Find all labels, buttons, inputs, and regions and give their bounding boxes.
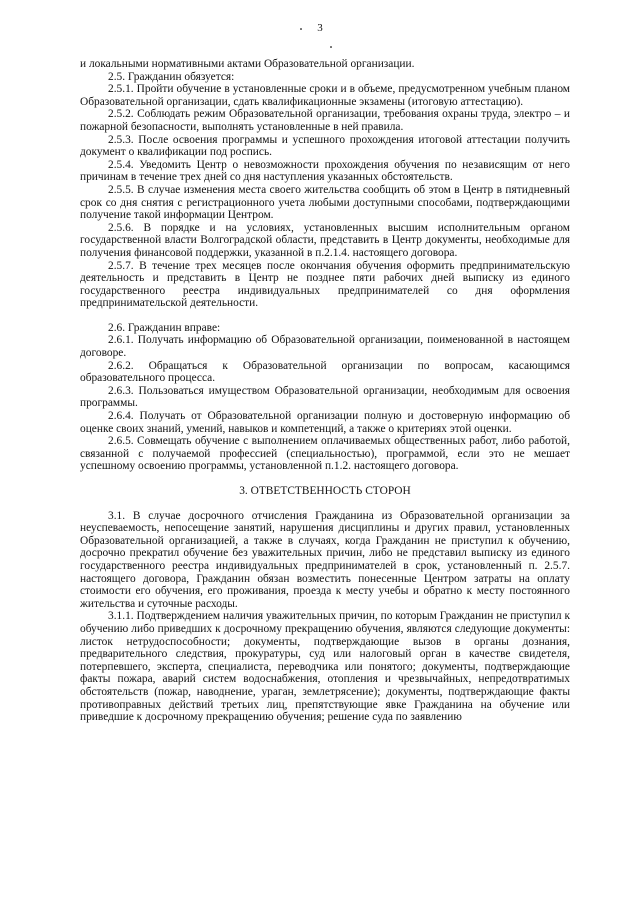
paragraph-p2-5-5: 2.5.5. В случае изменения места своего жительства сообщить об этом в Центр в пятидневный срок со дня снятия с регистрационного учета любыми доступными способами, подтверждающими получение такой информации Центром.	[80, 183, 570, 222]
document-body	[80, 58, 570, 724]
paragraph-p2-5-1: 2.5.1. Пройти обучение в установленные сроки и в объеме, предусмотренном учебным планом Образовательной организации, сдать квалификационные экзамены (итоговую аттестацию).	[80, 83, 570, 108]
paragraph-s2-5: 2.5. Гражданин обязуется:	[108, 70, 235, 83]
paragraph-p2-5-6: 2.5.6. В порядке и на условиях, установленных высшим исполнительным органом государственной власти Волгоградской области, представить в Центр документы, необходимые для получения финансовой поддержки, указанной в п.2.1.4. настоящего договора.	[80, 221, 570, 259]
section-gap	[80, 473, 570, 485]
paragraph-p3-1-1: 3.1.1. Подтверждением наличия уважительных причин, по которым Гражданин не приступил к обучению либо приведших к досрочному прекращению обучения, являются следующие документы: листок нетрудоспособности; документы, подтверждающие вызов в органы дознания, предварительного следствия, прокуратуры, суд или налоговый орган в качестве свидетеля, потерпевшего, эксперта, специалиста, переводчика или понятого; документы, подтверждающие факты пожара, аварий систем водоснабжения, отопления и чрезвычайных, непредотвратимых обстоятельств (пожар, наводнение, ураган, землетрясение); документы, подтверждающие факты противоправных действий третьих лиц, препятствующие явке Гражданина на обучение или приведшие к досрочному прекращению обучения; решение суда по заявлению	[80, 610, 570, 724]
paragraph-p2-5-4: 2.5.4. Уведомить Центр о невозможности прохождения обучения по независящим от него причинам в течение трех дней со дня наступления указанных обстоятельств.	[80, 158, 570, 184]
paragraph-gap	[80, 310, 570, 322]
paragraph-p3-1: 3.1. В случае досрочного отчисления Гражданина из Образовательной организации за неуспеваемость, непосещение занятий, нарушения дисциплины и других правил, установленных Образовательной организацией, а также в случаях, когда Гражданин не приступил к обучению, досрочно прекратил обучение без уважительных причин, либо не представил выписку из единого государственного реестра индивидуальных предпринимателей в срок, установленный п. 2.5.7. настоящего договора, Гражданин обязан возместить понесенные Центром затраты на оплату стоимости его обучения, его проживания, проезда к месту учебы и обратно к месту постоянного жительства и суточные расходы.	[80, 509, 570, 610]
paragraph-p2-6-3: 2.6.3. Пользоваться имуществом Образовательной организации, необходимым для освоения программы.	[80, 384, 570, 410]
paragraph-p2-5-3: 2.5.3. После освоения программы и успешного прохождения итоговой аттестации получить документ о квалификации под роспись.	[80, 133, 570, 159]
paragraph-p0: и локальными нормативными актами Образовательной организации.	[80, 58, 415, 70]
scan-speck	[300, 28, 302, 30]
paragraph-p2-6-2: 2.6.2. Обращаться к Образовательной организации по вопросам, касающимся образовательного процесса.	[80, 359, 570, 385]
section-2-obligations-rights	[80, 58, 570, 473]
paragraph-p2-5-2: 2.5.2. Соблюдать режим Образовательной организации, требования охраны труда, электро – и пожарной безопасности, выполнять установленные в ней правила.	[80, 108, 570, 133]
section-3-heading: 3. ОТВЕТСТВЕННОСТЬ СТОРОН	[239, 485, 411, 497]
paragraph-s2-6: 2.6. Гражданин вправе:	[108, 321, 221, 334]
paragraph-p2-6-4: 2.6.4. Получать от Образовательной организации полную и достоверную информацию об оценке своих знаний, умений, навыков и компетенций, а также о критериях этой оценки.	[80, 410, 570, 435]
scan-speck	[330, 46, 332, 48]
paragraph-p2-6-1: 2.6.1. Получать информацию об Образовательной организации, поименованной в настоящем договоре.	[80, 334, 570, 360]
section-3-liability	[80, 510, 570, 724]
paragraph-p2-6-5: 2.6.5. Совмещать обучение с выполнением оплачиваемых общественных работ, либо работой, связанной с получаемой профессией (специальностью), программой, если это не мешает успешному освоению программы, установленной п.1.2. настоящего договора.	[80, 435, 570, 473]
section-gap	[80, 498, 570, 510]
page-number: 3	[317, 22, 323, 34]
paragraph-p2-5-7: 2.5.7. В течение трех месяцев после окончания обучения оформить предпринимательскую деятельность и представить в Центр не позднее пяти рабочих дней выписку из единого государственного реестра индивидуальных предпринимателей со дня оформления предпринимательской деятельности.	[80, 259, 570, 310]
